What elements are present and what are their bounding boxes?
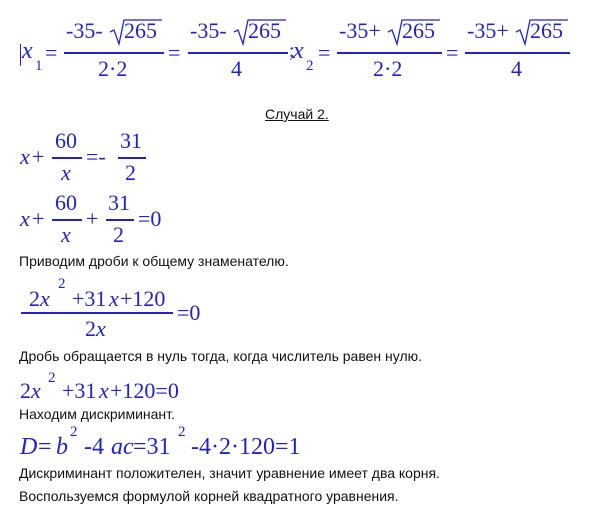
text-fraction-zero: Дробь обращается в нуль тогда, когда числитель равен нулю. [19,348,423,364]
text-common-denominator: Приводим дроби к общему знаменателю. [19,253,289,269]
equals-sign: = [45,40,58,65]
eq-b-numerator-2: 31 [108,190,130,215]
eq-c-den-coef: 2 [85,316,96,341]
eq-d-tail: +120=0 [110,378,179,403]
eq-e-exponent-1: 2 [70,424,78,440]
eq-b-plus-2: + [86,206,99,231]
eq-e-equals-31: =31 [133,434,171,460]
fraction4-denominator: 4 [511,56,522,81]
fraction2-bar [188,52,288,54]
eq-a-rhs-fraction-bar [118,157,146,159]
fraction1-numerator-left: -35- [66,18,103,43]
eq-e-equals: = [38,434,52,460]
fraction2-radicand: 265 [248,18,281,43]
eq-e-minus4: -4 [84,434,104,460]
eq-d-x: x [31,378,41,403]
eq-b-fraction-bar-2 [106,219,134,221]
eq-b-x: x [20,206,30,231]
fraction1-denominator: 2·2 [98,56,128,81]
equals-sign: = [446,40,459,65]
eq-b-numerator-1: 60 [55,190,77,215]
eq-c-num-x: x [40,286,50,311]
eq-c-num-plus31: +31 [72,286,107,311]
eq-b-rhs: =0 [138,206,162,231]
eq-d-exponent: 2 [48,370,56,386]
x1-subscript: 1 [35,58,43,74]
text-use-formula: Воспользуемся формулой корней квадратного уравнения. [19,488,399,504]
fraction3-radicand: 265 [402,18,435,43]
eq-b-plus-1: + [32,206,45,231]
fraction4-numerator-left: -35+ [467,18,509,43]
eq-c-num-x2: x [109,286,119,311]
x2-subscript: 2 [306,58,314,74]
eq-a-fraction-bar [52,157,82,159]
fraction3-denominator: 2·2 [373,56,403,81]
fraction4-radicand: 265 [530,18,563,43]
fraction2-denominator: 4 [231,56,242,81]
equals-sign: = [168,40,181,65]
left-bar-mark [20,44,21,66]
text-discriminant: Находим дискриминант. [19,406,175,422]
eq-a-plus: + [32,144,45,169]
fraction3-bar [337,52,442,54]
fraction2-numerator-left: -35- [190,18,227,43]
eq-a-denominator: x [61,160,71,185]
eq-b-fraction-bar-1 [52,219,82,221]
fraction1-bar [64,52,164,54]
eq-c-rhs: =0 [177,300,201,325]
eq-d-x2: x [99,378,109,403]
fraction1-radicand: 265 [124,18,157,43]
eq-a-equals-minus: =- [86,144,106,169]
fraction3-numerator-left: -35+ [339,18,381,43]
eq-a-x: x [20,144,30,169]
case-heading: Случай 2. [265,106,329,122]
eq-c-den-x: x [96,316,106,341]
eq-e-exponent-2: 2 [178,424,186,440]
eq-c-num-exponent: 2 [58,276,66,292]
eq-e-ac: ac [111,434,134,460]
eq-a-rhs-denominator: 2 [125,160,136,185]
equals-sign: = [318,40,331,65]
eq-d-coef: 2 [20,378,31,403]
eq-b-denominator-2: 2 [113,222,124,247]
eq-e-b: b [56,434,68,460]
eq-b-denominator-1: x [61,222,71,247]
x1-variable: x [22,38,33,64]
separator: ; [289,40,295,62]
text-discriminant-positive: Дискриминант положителен, значит уравнение имеет два корня. [19,465,440,481]
eq-c-num-coef: 2 [29,286,40,311]
eq-a-numerator: 60 [55,128,77,153]
eq-a-rhs-numerator: 31 [120,128,142,153]
eq-d-plus31: +31 [62,378,97,403]
eq-e-D: D [20,434,38,460]
eq-c-fraction-bar [21,312,173,314]
eq-e-tail: -4·2·120=1 [191,434,301,460]
fraction4-bar [465,52,570,54]
x2-variable: x [293,38,304,64]
eq-c-num-tail: +120 [120,286,166,311]
